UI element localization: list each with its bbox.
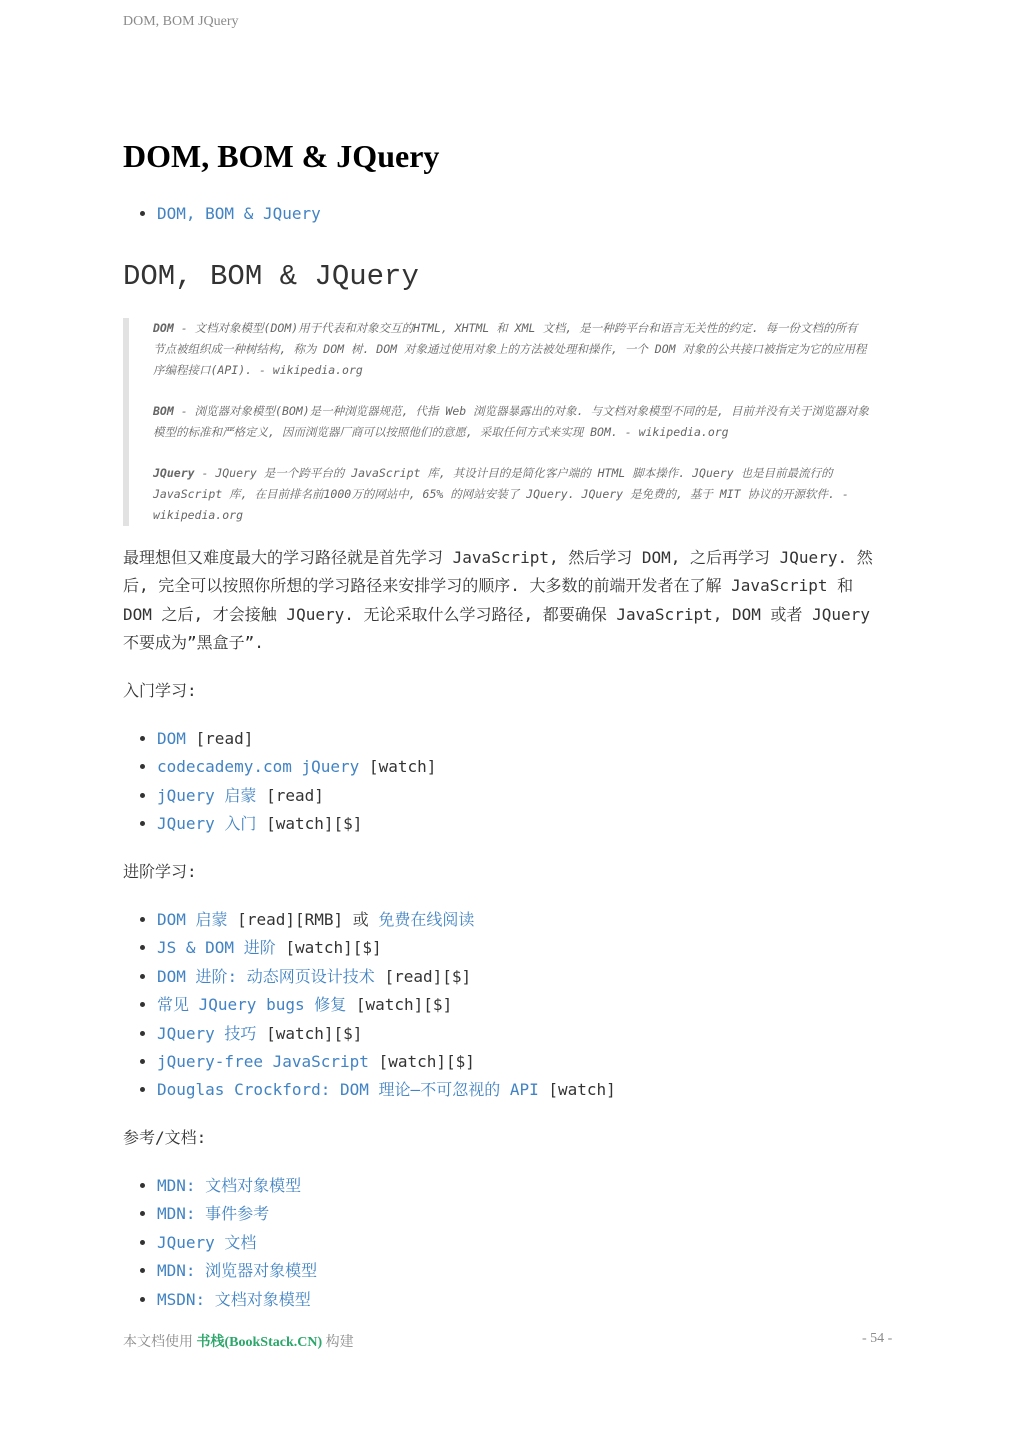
list-item: [157, 934, 616, 962]
resource-link[interactable]: MDN: 浏览器对象模型: [157, 1261, 318, 1281]
section-heading: DOM, BOM & JQuery: [123, 260, 419, 293]
resource-link[interactable]: DOM 进阶: 动态网页设计技术: [157, 966, 375, 986]
quote-text: - JQuery 是一个跨平台的 JavaScript 库, 其设计目的是简化客户端的 HTML 脚本操作. JQuery 也是目前最流行的 JavaScript 库, 在目前排名前1000万的网站中, 65% 的网站安装了 JQuery. JQuery 是免费的, 基于 MIT 协议的开源软件. - wikipedia.org: [153, 466, 849, 522]
list-item: [157, 1229, 317, 1257]
resource-link[interactable]: DOM 启蒙: [157, 910, 228, 929]
reference-list: [123, 1172, 317, 1314]
advanced-list: [123, 906, 616, 1105]
list-item: [157, 810, 436, 838]
quote-bom: [153, 401, 869, 443]
list-item: [157, 963, 616, 991]
resource-tag: [read]: [185, 729, 254, 748]
list-item: [157, 1200, 317, 1228]
list-item: [157, 991, 616, 1019]
resource-tag: [watch]: [538, 1080, 616, 1100]
list-item: [157, 906, 616, 934]
reference-label: 参考/文档:: [123, 1128, 207, 1147]
beginner-list: [123, 725, 436, 839]
resource-link[interactable]: jQuery 启蒙: [157, 785, 257, 805]
resource-tag: [watch][$]: [256, 1023, 363, 1043]
quote-dom: [153, 318, 869, 381]
resource-link[interactable]: JQuery 技巧: [157, 1023, 257, 1043]
footer-prefix: 本文档使用: [123, 1335, 197, 1350]
resource-link[interactable]: MDN: 文档对象模型: [157, 1176, 302, 1195]
list-item: [157, 782, 436, 810]
toc-link[interactable]: DOM, BOM & JQuery: [157, 204, 321, 223]
list-item: [157, 1257, 317, 1285]
quote-term: BOM: [153, 404, 174, 418]
resource-link[interactable]: MDN: 事件参考: [157, 1204, 270, 1224]
list-item: [157, 1020, 616, 1048]
intro-paragraph: 最理想但又难度最大的学习路径就是首先学习 JavaScript, 然后学习 DOM, 之后再学习 JQuery. 然后, 完全可以按照你所想的学习路径来安排学习的顺序. 大多数的前端开发者在了解 JavaScript 和 DOM 之后, 才会接触 JQuery. 无论采取什么学习路径, 都要确保 JavaScript, DOM 或者 JQuery 不要成为”黑盒子”.: [123, 548, 873, 653]
quote-term: JQuery: [153, 466, 195, 480]
resource-link[interactable]: JQuery 入门: [157, 814, 257, 834]
running-header: DOM, BOM JQuery: [123, 14, 239, 29]
free-online-link[interactable]: 免费在线阅读: [378, 910, 475, 929]
resource-tag: [read]: [256, 785, 324, 805]
resource-link[interactable]: jQuery-free JavaScript: [157, 1052, 369, 1072]
resource-tag: [read][$]: [374, 966, 472, 986]
page-number: - 54 -: [862, 1331, 893, 1346]
resource-tag: [watch][$]: [256, 814, 363, 834]
resource-tag: [watch][$]: [275, 938, 382, 958]
list-item: [157, 1286, 317, 1314]
resource-tag: [watch]: [359, 757, 437, 777]
resource-link[interactable]: Douglas Crockford: DOM 理论—不可忽视的 API: [157, 1080, 539, 1100]
toc-item: [157, 200, 321, 228]
resource-link[interactable]: 常见 JQuery bugs 修复: [157, 995, 347, 1015]
resource-tag: [watch][$]: [346, 995, 453, 1015]
resource-tag: [watch][$]: [368, 1052, 475, 1072]
resource-link[interactable]: MSDN: 文档对象模型: [157, 1289, 311, 1309]
resource-link[interactable]: DOM: [157, 729, 186, 748]
definitions-quote: [123, 318, 869, 526]
list-item: [157, 1076, 616, 1104]
list-item: [157, 725, 436, 753]
advanced-label: 进阶学习:: [123, 862, 197, 881]
quote-term: DOM: [153, 321, 174, 335]
list-item: [157, 753, 436, 781]
quote-text: - 文档对象模型(DOM)用于代表和对象交互的HTML, XHTML 和 XML 文档, 是一种跨平台和语言无关性的约定. 每一份文档的所有节点被组织成一种树结构, 称为 DOM 树. DOM 对象通过使用对象上的方法被处理和操作, 一个 DOM 对象的公共接口被指定为它的应用程序编程接口(API). - wikipedia.org: [153, 321, 867, 377]
beginner-label: 入门学习:: [123, 681, 197, 700]
table-of-contents: [123, 200, 321, 228]
footer-suffix: 构建: [322, 1335, 354, 1350]
resource-link[interactable]: JS & DOM 进阶: [157, 938, 276, 958]
footer-credit: [123, 1331, 354, 1351]
resource-tag: [read][RMB] 或: [227, 910, 379, 929]
list-item: [157, 1048, 616, 1076]
quote-jquery: [153, 463, 869, 526]
resource-link[interactable]: JQuery 文档: [157, 1232, 257, 1252]
resource-link[interactable]: codecademy.com jQuery: [157, 757, 360, 777]
list-item: [157, 1172, 317, 1200]
bookstack-link[interactable]: 书栈(BookStack.CN): [196, 1335, 323, 1350]
page-title: DOM, BOM & JQuery: [123, 138, 440, 174]
quote-text: - 浏览器对象模型(BOM)是一种浏览器规范, 代指 Web 浏览器暴露出的对象. 与文档对象模型不同的是, 目前并没有关于浏览器对象模型的标准和严格定义, 因而浏览器厂商可以按照他们的意愿, 采取任何方式来实现 BOM. - wikipedia.org: [153, 404, 869, 439]
